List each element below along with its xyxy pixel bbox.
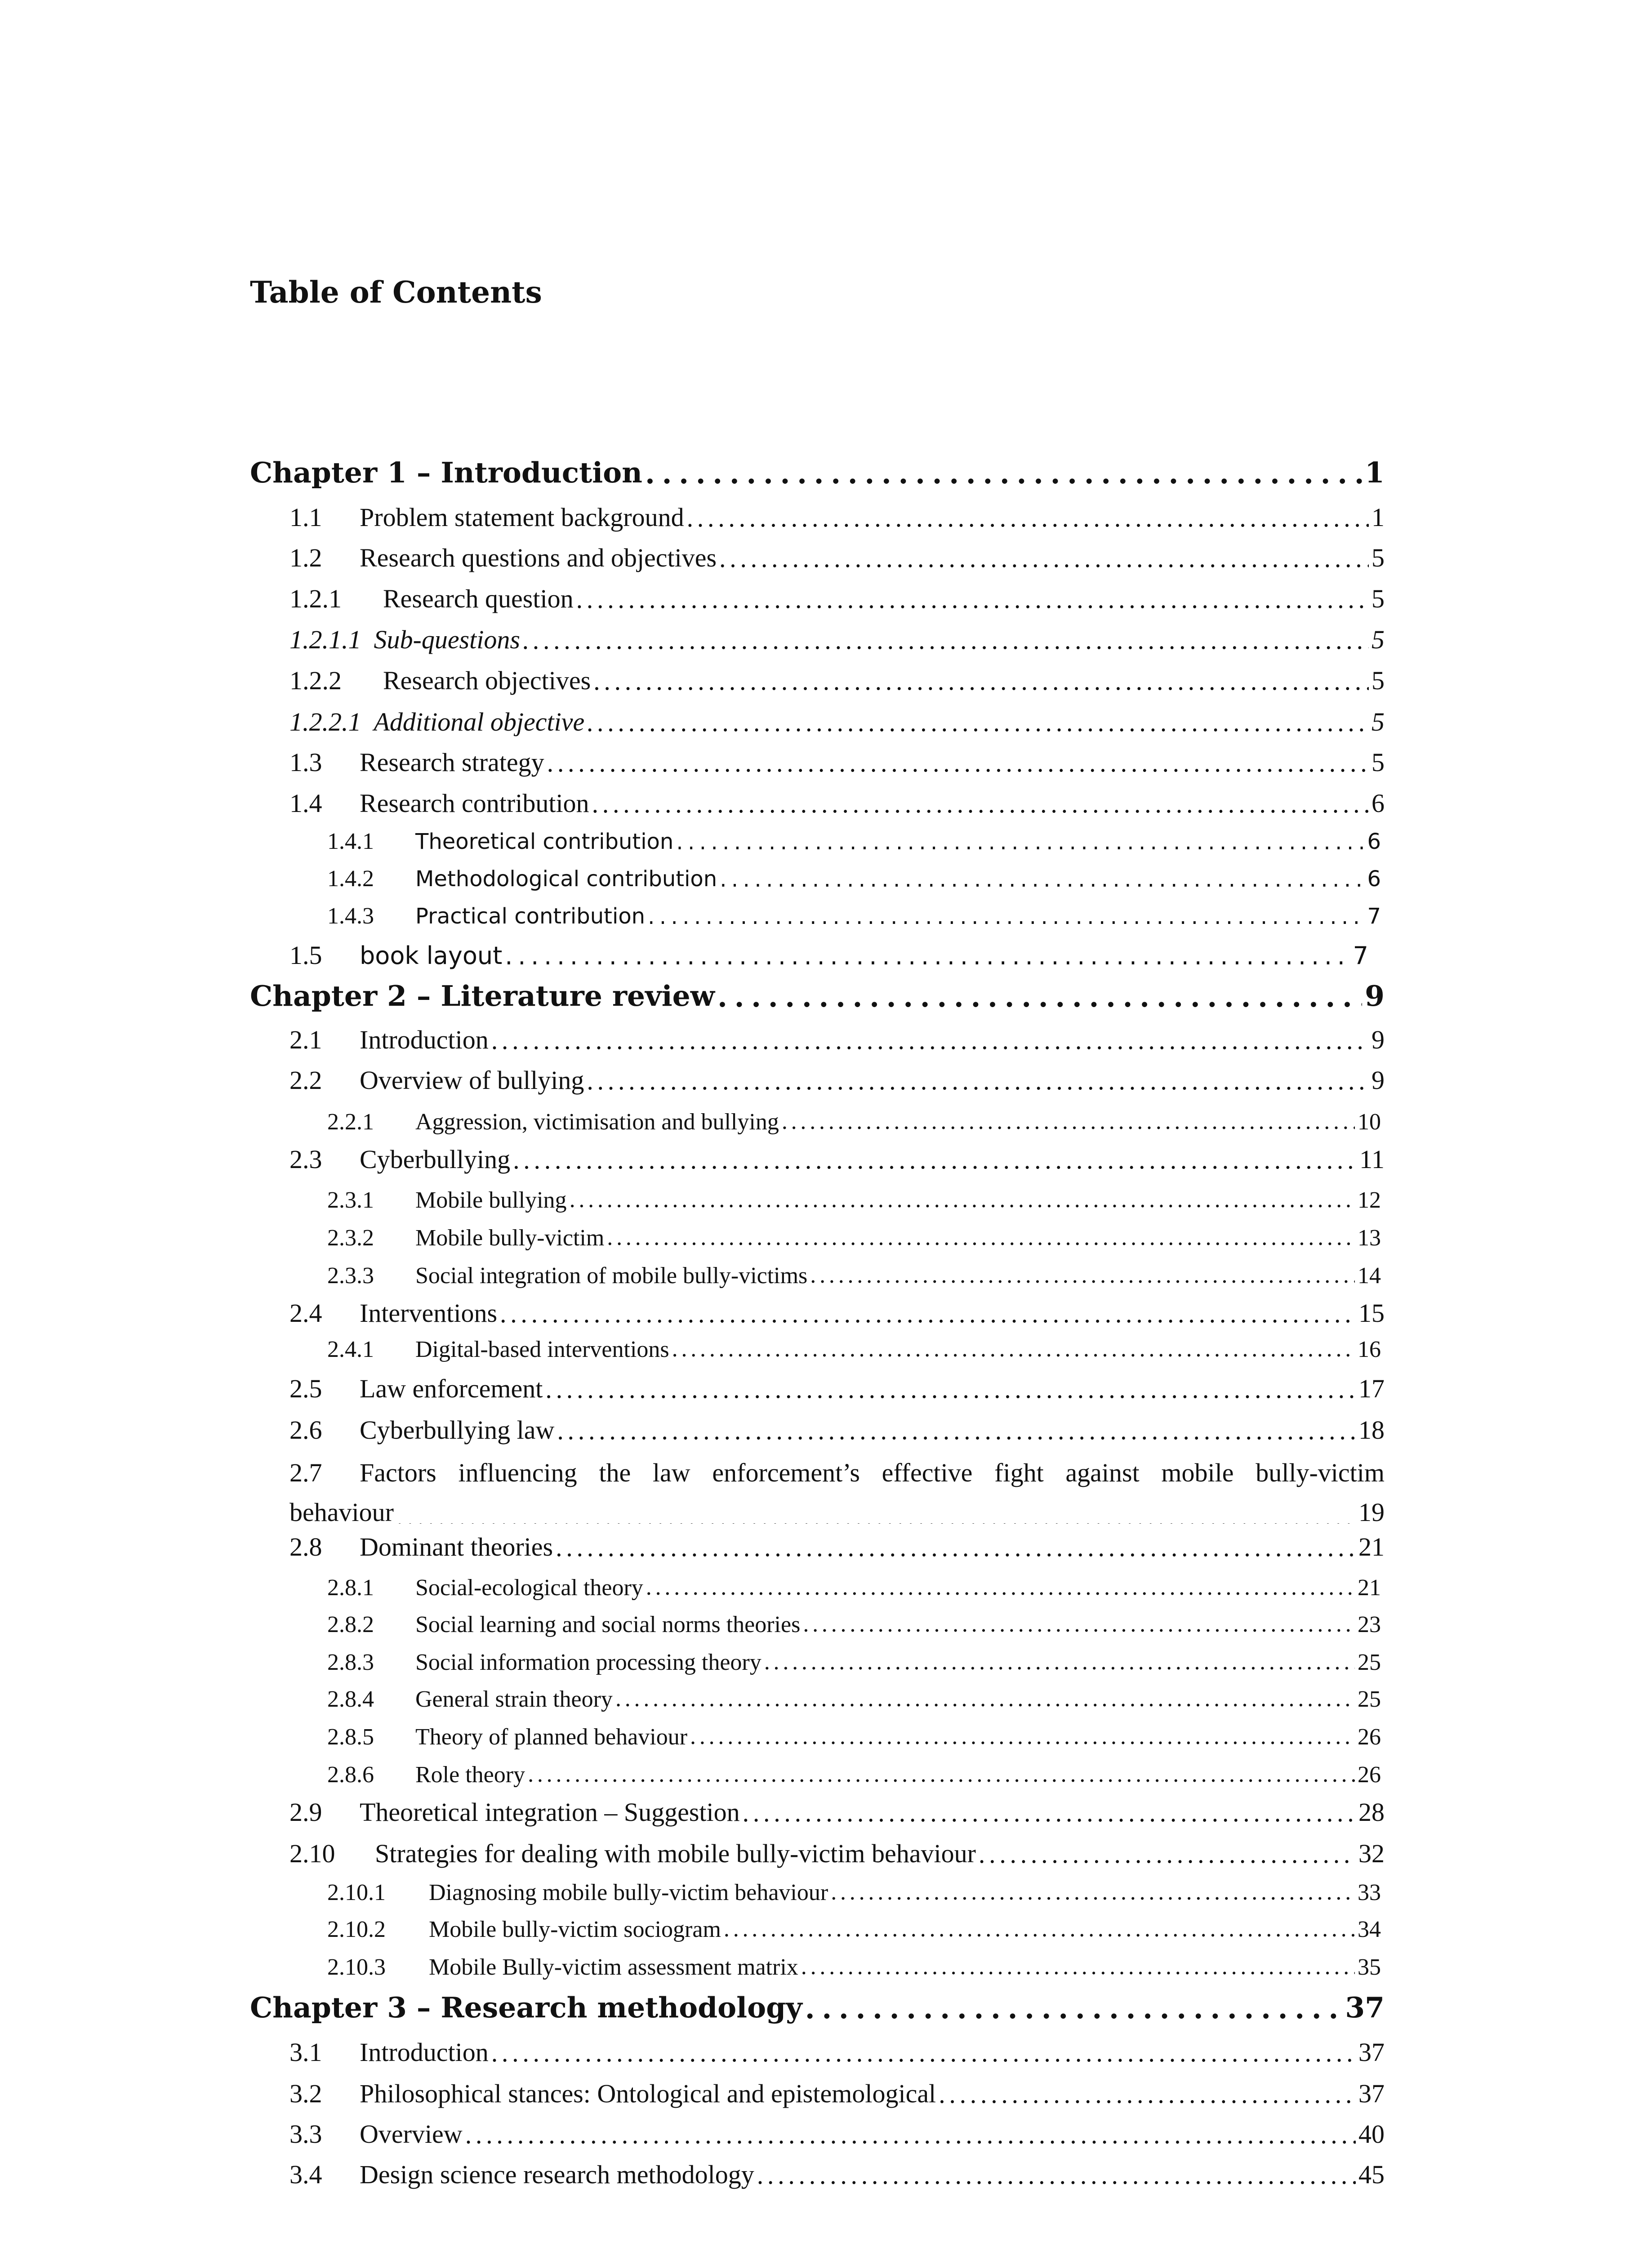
toc-entry-number: 2.9 — [289, 1798, 322, 1827]
toc-entry-title: Sub-questions — [374, 625, 520, 654]
toc-entry-page: 7 — [1367, 904, 1381, 929]
toc-entry-number: 1.3 — [289, 748, 322, 777]
toc-chapter-entry[interactable] — [250, 977, 1385, 1018]
toc-entry[interactable] — [289, 1530, 1385, 1566]
toc-entry-page: 6 — [1367, 866, 1381, 892]
dot-leader — [743, 1798, 1356, 1824]
toc-chapter-entry[interactable] — [250, 1989, 1385, 2029]
dot-leader — [587, 707, 1369, 733]
toc-entry-number: 1.2.1.1 — [289, 625, 361, 654]
dot-leader — [545, 1374, 1356, 1400]
toc-entry[interactable] — [327, 1572, 1381, 1605]
toc-entry-page: 37 — [1345, 1991, 1385, 2024]
dot-leader — [719, 543, 1369, 569]
dot-leader — [547, 748, 1369, 774]
toc-entry-title: Research strategy — [360, 748, 544, 777]
toc-entry-title: Chapter 2 – Literature review — [250, 979, 715, 1012]
toc-entry[interactable] — [327, 1609, 1381, 1642]
dot-leader — [690, 1723, 1355, 1747]
toc-entry-number: 3.4 — [289, 2160, 322, 2189]
toc-entry-number: 2.2 — [289, 1066, 322, 1095]
toc-entry-page: 5 — [1371, 543, 1385, 572]
toc-entry[interactable] — [327, 1721, 1381, 1754]
toc-entry-page: 26 — [1358, 1724, 1381, 1750]
dot-leader — [805, 1992, 1343, 2020]
toc-entry-title: Introduction — [360, 2038, 489, 2067]
dot-leader — [831, 1879, 1355, 1902]
toc-entry[interactable] — [327, 1913, 1381, 1947]
dot-leader — [672, 1336, 1355, 1359]
toc-entry-title: Aggression, victimisation and bullying — [415, 1109, 779, 1135]
toc-entry-title: Philosophical stances: Ontological and epistemological — [360, 2079, 936, 2108]
toc-entry[interactable] — [327, 1759, 1381, 1792]
toc-entry-number: 2.10.1 — [327, 1880, 386, 1905]
toc-entry-page: 7 — [1353, 941, 1368, 970]
toc-entry-title: Law enforcement — [360, 1374, 543, 1403]
toc-entry[interactable] — [327, 1260, 1381, 1293]
toc-entry[interactable] — [327, 1877, 1381, 1910]
dot-leader — [607, 1224, 1355, 1248]
toc-entry-page: 13 — [1358, 1225, 1381, 1251]
toc-entry-title: Social information processing theory — [415, 1650, 761, 1675]
toc-entry-number: 1.2.2.1 — [289, 707, 361, 736]
toc-entry-page: 16 — [1358, 1337, 1381, 1362]
toc-heading: Table of Contents — [250, 275, 542, 310]
toc-entry[interactable] — [327, 1106, 1381, 1139]
toc-entry-title: Diagnosing mobile bully-victim behaviour — [429, 1880, 828, 1905]
toc-entry-title: Methodological contribution — [415, 866, 717, 892]
toc-entry-number: 2.3.3 — [327, 1263, 374, 1289]
toc-entry-title: Mobile Bully-victim assessment matrix — [429, 1954, 798, 1980]
dot-leader — [556, 1532, 1356, 1558]
toc-entry-page: 9 — [1371, 1066, 1385, 1095]
toc-entry[interactable] — [327, 1184, 1381, 1218]
dot-leader — [979, 1839, 1356, 1865]
toc-entry[interactable] — [327, 1646, 1381, 1680]
toc-entry-page: 18 — [1358, 1415, 1385, 1445]
dot-leader — [764, 1649, 1355, 1672]
toc-entry-page: 32 — [1358, 1839, 1385, 1868]
toc-entry-title: book layout — [360, 941, 503, 970]
toc-entry[interactable] — [289, 1063, 1385, 1099]
toc-entry-page: 5 — [1371, 666, 1385, 695]
toc-entry-number: 2.10 — [289, 1839, 335, 1868]
toc-entry[interactable] — [289, 663, 1385, 699]
toc-entry[interactable] — [289, 622, 1385, 658]
toc-entry-page: 9 — [1365, 979, 1385, 1012]
toc-entry-page: 34 — [1358, 1917, 1381, 1942]
dot-leader — [939, 2079, 1356, 2105]
toc-entry-title: Mobile bullying — [415, 1187, 567, 1213]
dot-leader — [757, 2160, 1356, 2186]
toc-chapter-entry[interactable] — [250, 454, 1385, 495]
toc-entry-title: Theoretical contribution — [415, 829, 674, 854]
toc-entry[interactable] — [327, 1334, 1381, 1367]
dot-leader — [646, 1574, 1355, 1597]
toc-entry-number: 2.8.1 — [327, 1575, 374, 1601]
toc-entry-number: 2.8.3 — [327, 1650, 374, 1675]
toc-entry-number: 3.1 — [289, 2038, 322, 2067]
toc-entry-page: 12 — [1358, 1187, 1381, 1213]
toc-entry-number: 2.1 — [289, 1025, 322, 1054]
toc-entry-title: Overview of bullying — [360, 1066, 584, 1095]
toc-entry[interactable] — [289, 940, 1368, 976]
toc-entry-title: Social learning and social norms theories — [415, 1612, 801, 1637]
toc-entry-number: 1.4.1 — [327, 829, 374, 854]
toc-entry[interactable] — [327, 827, 1381, 861]
dot-leader — [717, 980, 1362, 1008]
toc-entry-title: Chapter 3 – Research methodology — [250, 1991, 802, 2024]
toc-entry-title: Problem statement background — [360, 503, 684, 532]
toc-entry-number: 2.8.2 — [327, 1612, 374, 1637]
toc-entry-page: 9 — [1371, 1025, 1385, 1054]
dot-leader — [801, 1954, 1355, 1977]
toc-entry-number: 1.2.2 — [289, 666, 342, 695]
toc-entry-title: Research contribution — [360, 789, 589, 818]
toc-entry[interactable] — [289, 500, 1385, 536]
toc-entry[interactable] — [289, 1371, 1385, 1407]
toc-entry-number: 2.4 — [289, 1298, 322, 1328]
toc-entry-page: 35 — [1358, 1954, 1381, 1980]
toc-entry-page: 5 — [1371, 625, 1385, 654]
toc-entry-number: 2.8.5 — [327, 1724, 374, 1750]
dot-leader — [570, 1186, 1355, 1210]
toc-entry-number: 2.3.1 — [327, 1187, 374, 1213]
toc-entry-page: 14 — [1358, 1263, 1381, 1289]
dot-leader — [720, 867, 1364, 888]
toc-entry-page: 6 — [1371, 789, 1385, 818]
toc-entry-number: 1.2.1 — [289, 584, 342, 613]
toc-entry-title: Cyberbullying — [360, 1145, 511, 1174]
toc-entry[interactable] — [289, 745, 1385, 781]
toc-entry-page: 5 — [1371, 707, 1385, 736]
toc-entry[interactable] — [327, 902, 1381, 935]
toc-entry-number: 1.4.3 — [327, 903, 374, 929]
toc-entry-page: 1 — [1365, 456, 1385, 489]
toc-entry-page: 25 — [1358, 1686, 1381, 1712]
toc-entry-page: 26 — [1358, 1762, 1381, 1788]
toc-entry[interactable] — [289, 2035, 1385, 2071]
toc-entry[interactable] — [289, 1836, 1385, 1872]
dot-leader — [687, 503, 1369, 529]
toc-entry-page: 40 — [1358, 2119, 1385, 2149]
toc-entry-page: 15 — [1358, 1298, 1385, 1328]
toc-entry-page: 11 — [1359, 1145, 1385, 1174]
toc-entry-title: Research objectives — [383, 666, 591, 695]
toc-entry[interactable] — [289, 2117, 1385, 2153]
toc-entry-page: 10 — [1358, 1109, 1381, 1135]
toc-entry-page: 17 — [1358, 1374, 1385, 1403]
toc-entry[interactable] — [289, 786, 1385, 822]
toc-entry-title: Interventions — [360, 1298, 498, 1328]
toc-entry-number: 2.10.2 — [327, 1917, 386, 1942]
toc-entry-number: 2.4.1 — [327, 1337, 374, 1362]
toc-entry[interactable] — [289, 2157, 1385, 2193]
toc-entry-title: Digital-based interventions — [415, 1337, 669, 1362]
toc-entry[interactable] — [289, 2076, 1385, 2112]
dot-leader — [810, 1262, 1355, 1285]
dot-leader — [557, 1415, 1356, 1441]
toc-entry-page: 25 — [1358, 1650, 1381, 1675]
toc-entry[interactable] — [289, 1022, 1385, 1058]
toc-entry-title: Social integration of mobile bully-victims — [415, 1263, 808, 1289]
toc-entry-title: Overview — [360, 2119, 463, 2149]
toc-entry-page: 28 — [1358, 1798, 1385, 1827]
toc-entry-title: Practical contribution — [415, 904, 646, 929]
toc-entry-title: Factors influencing the law enforcement’s effective fight against mobile bully-victim — [360, 1458, 1385, 1487]
dot-leader — [724, 1916, 1355, 1939]
toc-entry[interactable] — [289, 1795, 1385, 1831]
toc-entry-number: 1.2 — [289, 543, 322, 572]
toc-entry-title: Mobile bully-victim — [415, 1225, 605, 1251]
toc-entry-title: Research questions and objectives — [360, 543, 717, 572]
toc-entry[interactable] — [327, 1222, 1381, 1255]
dot-leader — [648, 904, 1364, 926]
dot-leader — [491, 2038, 1356, 2064]
toc-entry-number: 1.4.2 — [327, 866, 374, 892]
toc-entry-title: Mobile bully-victim sociogram — [429, 1917, 721, 1942]
dot-leader — [676, 830, 1364, 851]
dot-leader — [592, 789, 1369, 815]
toc-entry-page: 19 — [1358, 1498, 1385, 1527]
toc-entry[interactable] — [327, 865, 1381, 898]
toc-entry[interactable] — [289, 1142, 1385, 1178]
dot-leader — [513, 1145, 1357, 1171]
toc-entry-number: 1.5 — [289, 941, 322, 970]
toc-entry[interactable] — [289, 1296, 1385, 1332]
toc-entry-number: 1.4 — [289, 789, 322, 818]
toc-entry-number: 3.3 — [289, 2119, 322, 2149]
toc-entry-number: 2.10.3 — [327, 1954, 386, 1980]
toc-entry-number: 2.3.2 — [327, 1225, 374, 1251]
toc-entry-number: 2.3 — [289, 1145, 322, 1174]
toc-entry-page: 37 — [1358, 2079, 1385, 2108]
toc-entry-number: 3.2 — [289, 2079, 322, 2108]
toc-entry-page: 37 — [1358, 2038, 1385, 2067]
toc-entry[interactable] — [289, 581, 1385, 617]
dot-leader — [505, 942, 1350, 966]
toc-entry-page: 21 — [1358, 1532, 1385, 1561]
dot-leader — [576, 584, 1369, 610]
toc-entry-title: Additional objective — [374, 707, 585, 736]
dot-leader — [615, 1686, 1355, 1709]
toc-entry-title: Introduction — [360, 1025, 489, 1054]
toc-entry-number: 2.6 — [289, 1415, 322, 1445]
dot-leader — [587, 1066, 1369, 1092]
toc-entry-number: 2.8 — [289, 1532, 322, 1561]
dot-leader — [523, 625, 1369, 651]
toc-entry-title: Chapter 1 – Introduction — [250, 456, 642, 489]
dot-leader — [491, 1025, 1369, 1051]
dot-leader — [528, 1761, 1355, 1784]
toc-entry-page: 5 — [1371, 748, 1385, 777]
dot-leader — [465, 2119, 1356, 2145]
dot-leader — [500, 1298, 1356, 1325]
toc-entry-page: 45 — [1358, 2160, 1385, 2189]
toc-entry-page: 5 — [1371, 584, 1385, 613]
toc-entry-title: Theory of planned behaviour — [415, 1724, 688, 1750]
toc-entry-title-continued: behaviour — [289, 1498, 394, 1527]
toc-entry[interactable] — [289, 1453, 1385, 1532]
toc-entry-page: 23 — [1358, 1612, 1381, 1637]
toc-entry-title: General strain theory — [415, 1686, 613, 1712]
toc-entry-page: 21 — [1358, 1575, 1381, 1601]
dot-leader — [593, 666, 1369, 692]
toc-entry-number: 2.7 — [289, 1458, 322, 1487]
toc-entry-number: 2.2.1 — [327, 1109, 374, 1135]
toc-entry-page: 1 — [1371, 503, 1385, 532]
toc-entry[interactable] — [289, 1413, 1385, 1449]
toc-entry-title: Strategies for dealing with mobile bully-victim behaviour — [375, 1839, 976, 1868]
dot-leader — [645, 457, 1362, 485]
toc-entry[interactable] — [327, 1951, 1381, 1985]
toc-entry-title: Cyberbullying law — [360, 1415, 555, 1445]
toc-entry-title: Dominant theories — [360, 1532, 553, 1561]
toc-entry-number: 2.5 — [289, 1374, 322, 1403]
toc-entry-title: Social-ecological theory — [415, 1575, 643, 1601]
toc-entry-page: 6 — [1367, 829, 1381, 854]
toc-entry[interactable] — [289, 540, 1385, 576]
toc-entry[interactable] — [289, 705, 1385, 740]
toc-entry-number: 2.8.6 — [327, 1762, 374, 1788]
toc-entry-title: Research question — [383, 584, 574, 613]
toc-entry-title: Role theory — [415, 1762, 525, 1788]
toc-entry-number: 2.8.4 — [327, 1686, 374, 1712]
dot-leader — [803, 1611, 1355, 1634]
toc-entry[interactable] — [327, 1683, 1381, 1717]
toc-entry-number: 1.1 — [289, 503, 322, 532]
toc-entry-page: 33 — [1358, 1880, 1381, 1905]
toc-entry-title: Design science research methodology — [360, 2160, 754, 2189]
dot-leader — [396, 1498, 1356, 1524]
toc-entry-title: Theoretical integration – Suggestion — [360, 1798, 740, 1827]
dot-leader — [782, 1108, 1355, 1132]
